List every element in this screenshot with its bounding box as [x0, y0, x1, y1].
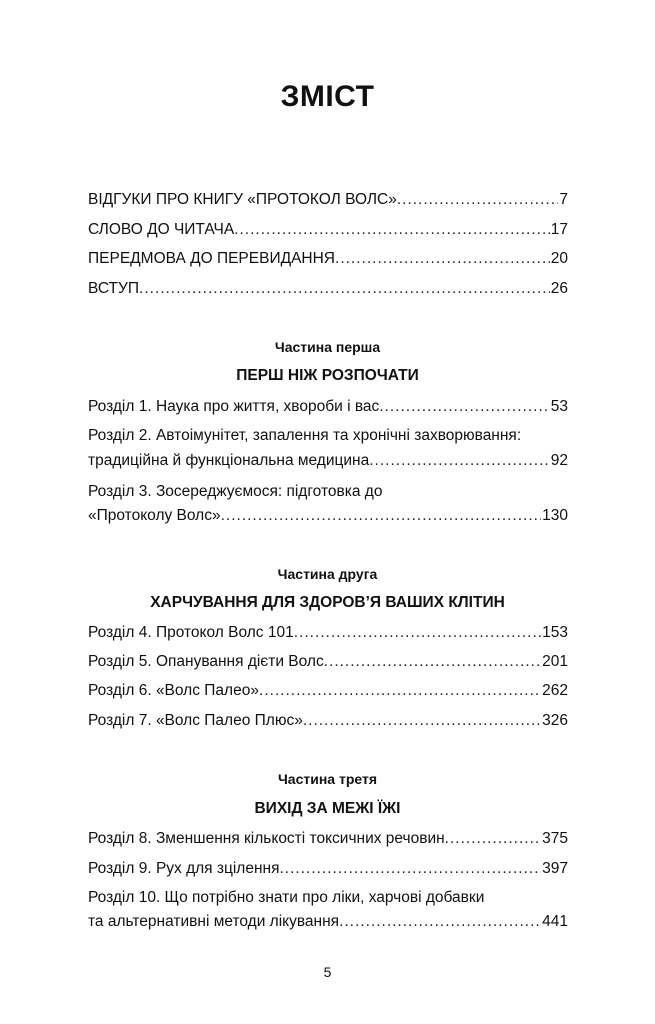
toc-page-number: 201 [542, 653, 568, 670]
dot-leader [279, 858, 541, 880]
toc-page-number: 375 [542, 830, 568, 847]
toc-entry-text: Розділ 1. Наука про життя, хвороби і вас [88, 398, 380, 415]
page-title: ЗМІСТ [280, 80, 375, 113]
dot-leader [369, 450, 550, 472]
toc-page-number: 92 [550, 452, 568, 469]
toc-page-number: 262 [542, 682, 568, 699]
toc-entry-text: ВІДГУКИ ПРО КНИГУ «ПРОТОКОЛ ВОЛС» [88, 191, 397, 208]
toc-entry-text: Розділ 8. Зменшення кількості токсичних речовин [88, 830, 445, 847]
toc-entry-chapter-10-line1: Розділ 10. Що потрібно знати про ліки, харчові добавки [88, 889, 485, 906]
part-title: ПЕРШ НІЖ РОЗПОЧАТИ [236, 367, 419, 384]
toc-entry-text: та альтернативні методи лікування [88, 913, 340, 930]
toc-entry-chapter-5 [88, 651, 568, 673]
toc-entry-chapter-7 [88, 710, 568, 732]
dot-leader [397, 189, 559, 211]
dot-leader [339, 911, 541, 933]
toc-entry-reader-note [88, 219, 568, 241]
toc-entry-introduction [88, 278, 568, 300]
dot-leader [221, 505, 542, 527]
toc-page-number: 20 [550, 250, 568, 267]
part-title: ХАРЧУВАННЯ ДЛЯ ЗДОРОВ’Я ВАШИХ КЛІТИН [150, 594, 505, 611]
toc-page-number: 26 [550, 280, 568, 297]
part-label: Частина перша [274, 339, 381, 355]
toc-entry-reissue-preface [88, 248, 568, 270]
dot-leader [139, 278, 550, 300]
dot-leader [324, 651, 541, 673]
toc-entry-text: Розділ 9. Рух для зцілення [88, 860, 280, 877]
dot-leader [303, 710, 541, 732]
toc-entry-chapter-6 [88, 680, 568, 702]
toc-entry-text: Розділ 6. «Волс Палео» [88, 682, 259, 699]
toc-entry-text: Розділ 5. Опанування дієти Волс [88, 653, 324, 670]
dot-leader [294, 622, 541, 644]
toc-page-number: 397 [542, 860, 568, 877]
toc-page-number: 53 [550, 398, 568, 415]
part-label: Частина третя [277, 771, 378, 787]
toc-entry-chapter-1 [88, 396, 568, 418]
toc-entry-text: «Протоколу Волс» [88, 507, 221, 524]
toc-entry-text: Розділ 7. «Волс Палео Плюс» [88, 712, 303, 729]
page-number: 5 [323, 964, 332, 980]
toc-entry-chapter-2-line1: Розділ 2. Автоімунітет, запалення та хронічні захворювання: [88, 427, 522, 444]
toc-page-number: 130 [542, 507, 568, 524]
toc-entry-chapter-3 [88, 505, 568, 527]
toc-entry-text: ПЕРЕДМОВА ДО ПЕРЕВИДАННЯ [88, 250, 336, 267]
toc-entry-reviews [88, 189, 568, 211]
toc-entry-text: СЛОВО ДО ЧИТАЧА [88, 221, 235, 238]
toc-entry-chapter-9 [88, 858, 568, 880]
toc-entry-text: ВСТУП [88, 280, 139, 297]
toc-entry-chapter-4 [88, 622, 568, 644]
dot-leader [259, 680, 541, 702]
toc-entry-text: Розділ 4. Протокол Волс 101 [88, 624, 294, 641]
toc-entry-chapter-8 [88, 828, 568, 850]
toc-page-number: 7 [559, 191, 568, 208]
part-label: Частина друга [277, 566, 378, 582]
dot-leader [234, 219, 550, 241]
toc-page-number: 17 [550, 221, 568, 238]
dot-leader [379, 396, 550, 418]
dot-leader [445, 828, 541, 850]
toc-page-number: 326 [542, 712, 568, 729]
toc-entry-text: традиційна й функціональна медицина [88, 452, 370, 469]
toc-page-number: 153 [542, 624, 568, 641]
dot-leader [335, 248, 550, 270]
toc-entry-chapter-2 [88, 450, 568, 472]
part-title: ВИХІД ЗА МЕЖІ ЇЖІ [254, 800, 401, 817]
toc-entry-chapter-10 [88, 911, 568, 933]
toc-page-number: 441 [542, 913, 568, 930]
toc-entry-chapter-3-line1: Розділ 3. Зосереджуємося: підготовка до [88, 483, 383, 500]
